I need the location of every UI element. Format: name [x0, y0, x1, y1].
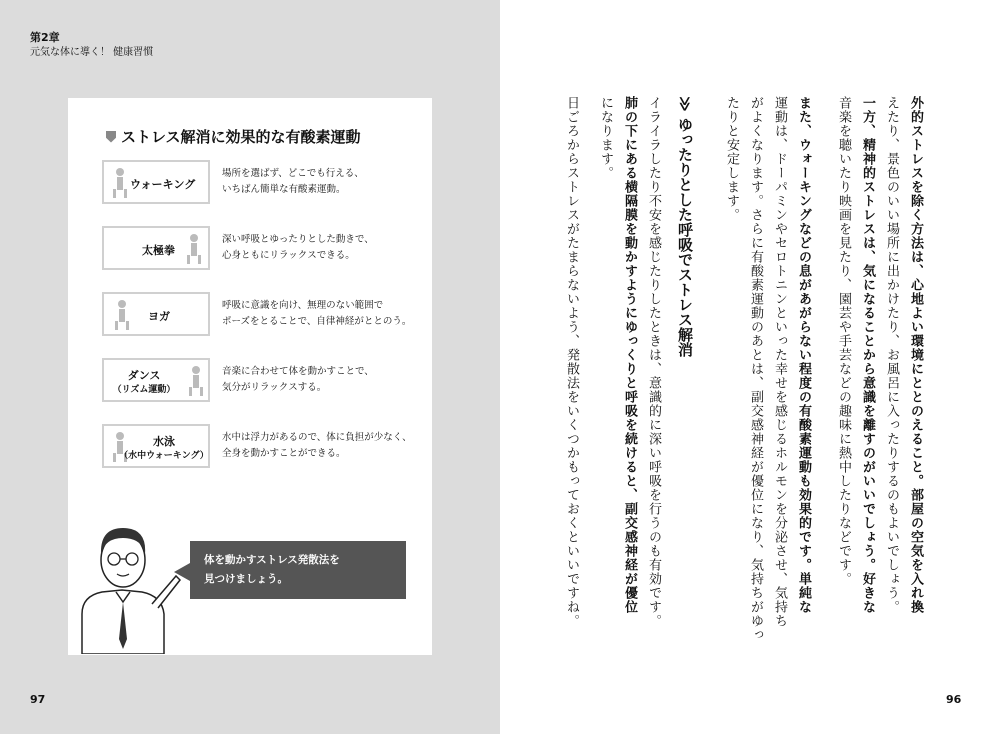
exercise-row-walking	[102, 160, 422, 208]
speech-bubble	[190, 541, 406, 599]
yoga-person-icon	[112, 300, 132, 330]
exercise-row-taichi	[102, 226, 422, 274]
body-column: 肺の下にある横隔膜を動かすようにゆっくりと呼吸を続けると、副交感神経が優位	[622, 96, 637, 614]
page-number-left: 97	[30, 693, 46, 706]
description-line: 心身ともにリラックスできる。	[222, 250, 355, 261]
exercise-label-box	[102, 358, 210, 402]
body-column: になります。	[598, 96, 613, 180]
exercise-row-swimming	[102, 424, 422, 472]
exercise-label	[104, 368, 184, 398]
exercise-row-dance	[102, 358, 422, 406]
exercise-label-box	[102, 424, 210, 468]
exercise-description	[222, 364, 374, 396]
body-column: イライラしたり不安を感じたりしたときは、意識的に深い呼吸を行うのも有効です。	[646, 96, 661, 628]
body-column: 日ごろからストレスがたまらないよう、発散法をいくつかもっておくといいですね。	[564, 96, 579, 628]
teacher-illustration	[72, 504, 182, 654]
body-column: また、ウォーキングなどの息があがらない程度の有酸素運動も効果的です。単純な	[796, 96, 811, 614]
exercise-label	[112, 434, 216, 464]
card-title-text: ストレス解消に効果的な有酸素運動	[121, 128, 361, 146]
exercise-card	[68, 98, 432, 655]
exercise-label-main: ダンス	[127, 369, 161, 382]
exercise-label-box	[102, 292, 210, 336]
shield-icon	[106, 131, 116, 143]
body-column: えたり、景色のいい場所に出かけたり、お風呂に入ったりするのもよいでしょう。	[884, 96, 899, 614]
description-line: 全身を動かすことができる。	[222, 448, 346, 459]
speech-bubble-tail	[174, 563, 190, 581]
body-column: がよくなります。さらに有酸素運動のあとは、副交感神経が優位になり、気持ちがゆっ	[748, 96, 763, 642]
exercise-label: 太極拳	[142, 244, 175, 257]
exercise-label: ヨガ	[148, 310, 170, 323]
description-line: 呼吸に意識を向け、無理のない範囲で	[222, 300, 384, 311]
chapter-header	[30, 30, 153, 60]
description-line: 水中は浮力があるので、体に負担が少なく、	[222, 432, 412, 443]
section-heading: ≫ ゆったりとした呼吸でストレス解消	[676, 96, 694, 357]
body-column: 運動は、ドーパミンやセロトニンといった幸せを感じるホルモンを分泌させ、気持ち	[772, 96, 787, 628]
body-column: 一方、精神的ストレスは、気になることから意識を離すのがいいでしょう。好きな	[860, 96, 875, 614]
right-page	[500, 0, 1000, 734]
exercise-description	[222, 430, 412, 462]
body-column: 外的ストレスを除く方法は、心地よい環境にととのえること。部屋の空気を入れ換	[908, 96, 923, 614]
exercise-description	[222, 166, 364, 198]
exercise-label-box	[102, 226, 210, 270]
description-line: ポーズをとることで、自律神経がととのう。	[222, 316, 412, 327]
exercise-row-yoga	[102, 292, 422, 340]
description-line: 場所を選ばず、どこでも行える、	[222, 168, 364, 179]
bubble-line: 見つけましょう。	[204, 573, 288, 585]
chapter-label: 第2章	[30, 31, 60, 44]
card-title	[106, 126, 361, 147]
chapter-title: 元気な体に導く！ 健康習慣	[30, 47, 154, 58]
exercise-label-main: 水泳	[153, 435, 175, 448]
exercise-label-sub: （水中ウォーキング）	[119, 451, 209, 461]
description-line: いちばん簡単な有酸素運動。	[222, 184, 346, 195]
body-column: 音楽を聴いたり映画を見たり、園芸や手芸などの趣味に熱中したりなどです。	[836, 96, 851, 586]
page-number-right: 96	[946, 693, 962, 706]
exercise-label-box	[102, 160, 210, 204]
exercise-description	[222, 298, 411, 330]
description-line: 音楽に合わせて体を動かすことで、	[222, 366, 374, 377]
bubble-line: 体を動かすストレス発散法を	[204, 554, 340, 566]
body-column: たりと安定します。	[724, 96, 739, 222]
dancing-person-icon	[186, 366, 206, 396]
taichi-person-icon	[184, 234, 204, 264]
description-line: 深い呼吸とゆったりとした動きで、	[222, 234, 374, 245]
walking-person-icon	[110, 168, 130, 198]
exercise-label: ウォーキング	[130, 178, 196, 191]
description-line: 気分がリラックスする。	[222, 382, 327, 393]
exercise-description	[222, 232, 374, 264]
exercise-label-sub: （リズム運動）	[112, 385, 176, 395]
